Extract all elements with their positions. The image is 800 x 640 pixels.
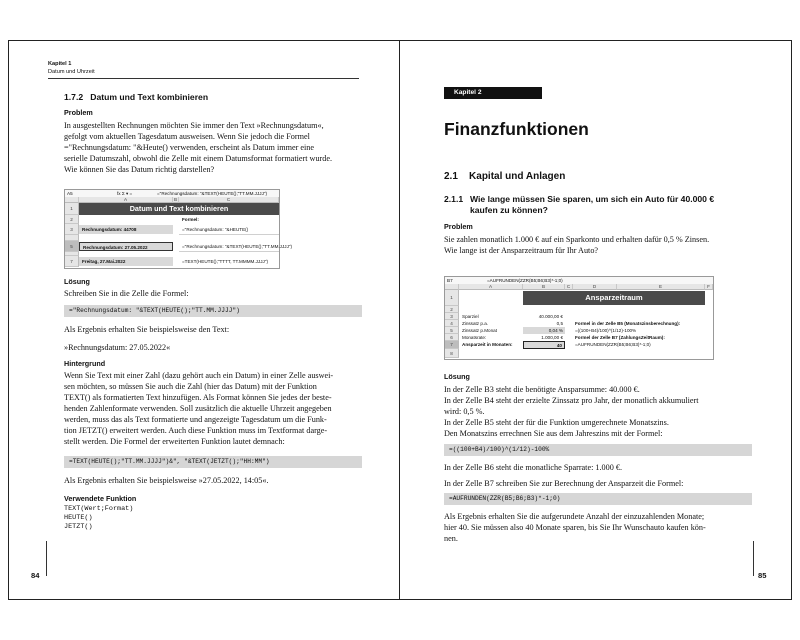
cell-b6: 1.000,00 €: [541, 335, 563, 340]
problem-heading: Problem: [444, 222, 473, 231]
column-header-e: E: [617, 284, 705, 290]
code-block: =AUFRUNDEN(ZZR(B5;B6;B3)*-1;0): [444, 493, 752, 505]
problem-line: In ausgestellten Rechnungen möchten Sie immer den Text »Rechnungsdatum«,: [64, 121, 324, 130]
problem-line: serielle Datumszahl, obwohl die Zelle mit einem Datumsformat formatiert wurde.: [64, 154, 333, 163]
column-header-b: B: [173, 197, 178, 202]
function-list: [64, 505, 133, 532]
hintergrund-line: Wenn Sie Text mit einer Zahl (dazu gehört auch ein Datum) in einer Zelle auswei-: [64, 371, 334, 380]
hintergrund-line: sen möchten, so müssen Sie auch die Zahl (hier das Datum) mit der Funktion: [64, 382, 317, 391]
hintergrund-paragraph: [64, 370, 364, 447]
result-line: nen.: [444, 534, 458, 543]
cell-b4: 0,5: [556, 321, 563, 326]
result-intro: Als Ergebnis erhalten Sie beispielsweise den Text:: [64, 325, 230, 334]
hintergrund-heading: Hintergrund: [64, 359, 106, 368]
result-line: hier 40. Sie müssen also 40 Monate sparen, bis Sie Ihr Wunschauto kaufen kön-: [444, 523, 706, 532]
loesung-heading: Lösung: [64, 277, 90, 286]
problem-paragraph: [64, 120, 364, 175]
name-box: A5: [67, 191, 73, 196]
name-box: B7: [447, 278, 453, 283]
cell-b7: 40: [523, 341, 565, 349]
cell-a7: Ansparzeit in Monaten:: [462, 342, 513, 347]
column-header-d: D: [573, 284, 617, 290]
problem-paragraph: [444, 234, 754, 256]
problem-line: Wie können Sie das Datum richtig darstellen?: [64, 165, 215, 174]
result-text: »Rechnungsdatum: 27.05.2022«: [64, 343, 171, 352]
subsection-title-line: kaufen zu können?: [470, 205, 548, 215]
row-header: 8: [445, 349, 459, 358]
problem-heading: Problem: [64, 108, 93, 117]
result-2: Als Ergebnis erhalten Sie beispielsweise »27.05.2022, 14:05«.: [64, 476, 269, 485]
spreadsheet-screenshot: [64, 189, 293, 269]
page-number: 84: [31, 571, 40, 580]
row-header: 6: [445, 334, 459, 341]
cell-c7: =TEXT(HEUTE();"TTTT, TT.MMMM.JJJJ"): [182, 259, 268, 264]
problem-line: ="Rechnungsdatum: "&Heute() verwenden, erscheint als Datum immer eine: [64, 143, 315, 152]
sheet-title-band: Ansparzeitraum: [523, 291, 705, 305]
hintergrund-line: henden Zahlenformate verwenden. Soll zusätzlich die aktuelle Uhrzeit angegeben: [64, 404, 332, 413]
cell-a5: Zinssatz p.Monat: [462, 328, 497, 333]
sheet-title-band: Datum und Text kombinieren: [79, 203, 279, 215]
loesung-intro: Schreiben Sie in die Zelle die Formel:: [64, 289, 189, 298]
chapter-title: Finanzfunktionen: [444, 119, 589, 139]
row-header: 5: [65, 241, 79, 252]
cell-a3: Rechnungsdatum: 44708: [79, 225, 173, 234]
running-header-title: Datum und Uhrzeit: [48, 69, 95, 75]
running-header-chapter: Kapitel 1: [48, 61, 72, 67]
result-line: Als Ergebnis erhalten Sie die aufgerundete Anzahl der einzuzahlenden Monate;: [444, 512, 705, 521]
function-item: JETZT(): [64, 523, 93, 531]
cell-a4: Zinssatz p.a.: [462, 321, 489, 326]
cell-b5: 0,04 %: [523, 327, 565, 334]
column-header-a: A: [459, 284, 523, 290]
row-header: 1: [65, 203, 79, 215]
b6-text: In der Zelle B6 steht die monatliche Sparrate: 1.000 €.: [444, 463, 623, 472]
margin-rule: [46, 541, 47, 576]
code-block: =TEXT(HEUTE();"TT.MM.JJJJ")&", "&TEXT(JETZT();"HH:MM"): [64, 456, 362, 468]
code-block: ="Rechnungsdatum: "&TEXT(HEUTE();"TT.MM.JJJJ"): [64, 305, 362, 317]
row-header: 3: [445, 313, 459, 320]
column-header-c: C: [565, 284, 573, 290]
subsection-heading: [444, 194, 744, 215]
formula-text: ="Rechnungsdatum: "&TEXT(HEUTE();"TT.MM.JJJJ"): [157, 191, 268, 196]
problem-line: Wie lange ist der Ansparzeitraum für Ihr Auto?: [444, 246, 599, 255]
row-header: 5: [445, 327, 459, 334]
loesung-line: wird: 0,5 %.: [444, 407, 485, 416]
spreadsheet-screenshot: [444, 276, 714, 360]
problem-line: gefolgt vom aktuellen Tagesdatum ausweisen. Wenn Sie jedoch die Formel: [64, 132, 310, 141]
loesung-heading: Lösung: [444, 372, 470, 381]
cell-a7: Freitag, 27.Mai.2022: [79, 257, 173, 266]
row-header: 2: [445, 306, 459, 313]
column-header-a: A: [79, 197, 173, 203]
hintergrund-line: werden, muss das als Text formatierte und angezeigte Tagesdatum um die Funk-: [64, 415, 327, 424]
loesung-line: In der Zelle B4 steht der erzielte Zinssatz pro Jahr, der monatlich akkumuliert: [444, 396, 699, 405]
cell-b3: 40.000,00 €: [538, 314, 563, 319]
formel-label: Formel:: [182, 217, 199, 222]
right-page: [399, 40, 792, 600]
column-header-f: F: [705, 284, 713, 290]
row-header: 2: [65, 215, 79, 224]
formula-text: =AUFRUNDEN(ZZR(B5;B6;B3)*-1;0): [487, 278, 563, 283]
cell-d7: =AUFRUNDEN(ZZR(B5;B6;B3)*-1;0): [575, 342, 651, 347]
hintergrund-line: stellt werden. Die Formel der erweiterten Funktion lautet demnach:: [64, 437, 285, 446]
row-header: 4: [445, 320, 459, 327]
code-block: =((100+B4)/100)^(1/12)-100%: [444, 444, 752, 456]
section-heading: [64, 92, 208, 102]
loesung-line: In der Zelle B5 steht der für die Funktion umgerechnete Monatszins.: [444, 418, 669, 427]
function-item: TEXT(Wert;Format): [64, 505, 134, 513]
chapter-label: Kapitel 2: [444, 87, 542, 99]
section-title: Datum und Text kombinieren: [90, 92, 209, 102]
hintergrund-line: tion JETZT() erweitert werden. Auch diese Funktion muss im Textformat darge-: [64, 426, 328, 435]
functions-heading: Verwendete Funktion: [64, 494, 137, 503]
page-number: 85: [758, 571, 767, 580]
cell-a3: Sparziel: [462, 314, 479, 319]
row-header: 7: [65, 256, 79, 267]
header-rule: [48, 78, 359, 79]
left-page: [8, 40, 400, 600]
hintergrund-line: TEXT() als formatierten Text hinzufügen. Als Format können Sie jedes der beste-: [64, 393, 332, 402]
section-number: 1.7.2: [64, 92, 84, 102]
subsection-number: 2.1.1: [444, 194, 464, 204]
loesung-line: In der Zelle B3 steht die benötigte Ansparsumme: 40.000 €.: [444, 385, 640, 394]
cell-a5: Rechnungsdatum: 27.05.2022: [79, 242, 173, 251]
column-header-c: C: [179, 197, 279, 203]
function-item: HEUTE(): [64, 514, 93, 522]
problem-line: Sie zahlen monatlich 1.000 € auf ein Sparkonto und erhalten dafür 0,5 % Zinsen.: [444, 235, 710, 244]
fx-icon: fx Σ ▾ =: [117, 191, 133, 196]
loesung-paragraph: [444, 384, 754, 439]
cell-d4: Formel in der Zelle B5 (Monatszinsberechnung):: [575, 321, 681, 326]
cell-c3: ="Rechnungsdatum: "&HEUTE(): [179, 224, 279, 235]
cell-a6: Monatsrate:: [462, 335, 487, 340]
row-header: 1: [445, 290, 459, 306]
section-title: Kapital und Anlagen: [469, 171, 566, 182]
loesung-line: Den Monatszins errechnen Sie aus dem Jahreszins mit der Formel:: [444, 429, 663, 438]
row-header: 3: [65, 224, 79, 235]
subsection-title-line: Wie lange müssen Sie sparen, um sich ein Auto für 40.000 €: [470, 194, 715, 204]
cell-d6: Formel der Zelle B7 (ZahlungsZeitRaum):: [575, 335, 665, 340]
cell-d5: =((100+B4)/100)^(1/12)-100%: [575, 328, 637, 333]
column-header-b: B: [523, 284, 565, 290]
cell-c5: ="Rechnungsdatum: "&TEXT(HEUTE();"TT.MM.JJJJ"): [179, 241, 279, 252]
row-header: 7: [445, 341, 459, 349]
result-paragraph: [444, 511, 754, 544]
section-heading: [444, 171, 565, 182]
margin-rule: [753, 541, 754, 576]
section-number: 2.1: [444, 171, 458, 182]
b7-text: In der Zelle B7 schreiben Sie zur Berechnung der Ansparzeit die Formel:: [444, 479, 684, 488]
